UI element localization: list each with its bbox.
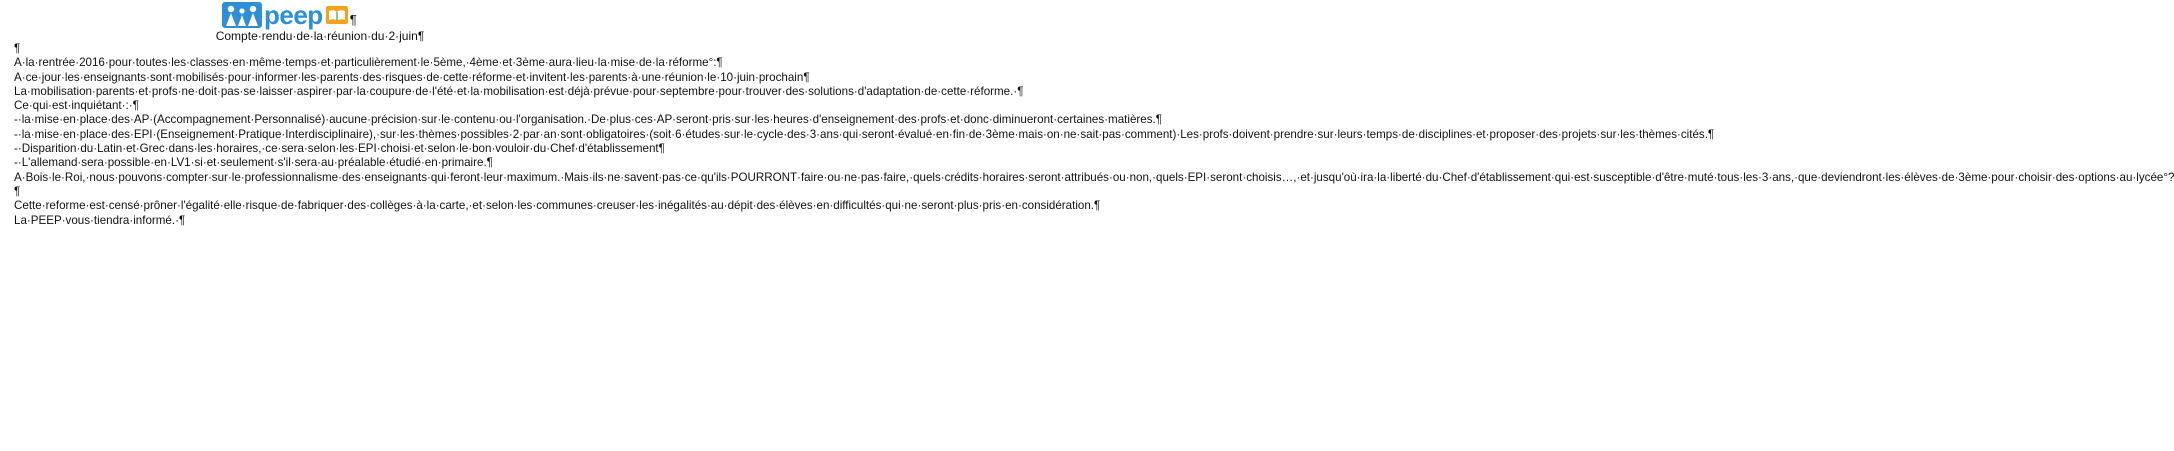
paragraph-empty: ¶ xyxy=(14,42,21,55)
paragraph-inquietant: Ce·qui·est·inquiétant·:·¶ xyxy=(14,99,139,113)
peep-logo xyxy=(222,1,372,29)
paragraph-epi: -·la·mise·en·place·des·EPI·(Enseignement·Pratique·Interdisciplinaire),·sur·les·thèmes·possibles·2·par·an·sont·obligatoires·(soit·6·études·sur·le·cycle·des·3·ans·qui·seront·évalué·en·fin·de·3ème·mais·on·ne·sait·pas·comment)·Les·profs·doivent·prendre·sur·leurs·temps·de·disciplines·et·proposer·des·projets·sur·les·thèmes·cités.¶ xyxy=(14,127,1715,141)
paragraph-rentree: A·la·rentrée·2016·pour·toutes·les·classes·en·même·temps·et·particulièrement·le·5ème,·4ème·et·3ème·aura·lieu·la·mise·de·la·réforme°:¶ xyxy=(14,56,723,70)
paragraph-ap: -·la·mise·en·place·des·AP·(Accompagnement·Personnalisé)·aucune·précision·sur·le·contenu·ou·l'organisation.·De·plus·ces·AP·seront·pris·sur·les·heures·d'enseignement·des·profs·et·donc·diminueront·certaines·matières.¶ xyxy=(14,113,1162,127)
paragraph-mobilisation: La·mobilisation·parents·et·profs·ne·doit·pas·se·laisser·aspirer·par·la·coupure·de·l'été·et·la·mobilisation·est·déjà·prévue·pour·septembre·pour·trouver·des·solutions·d'adaptation·de·cette·réforme.·¶ xyxy=(14,84,1024,98)
book-icon xyxy=(326,6,348,24)
logo-pilcrow: ¶ xyxy=(349,11,357,27)
paragraph-bois-le-roi: A·Bois·le·Roi,·nous·pouvons·compter·sur·le·professionnalisme·des·enseignants·qui·feront·leur·maximum.·Mais·ils·ne·savent·pas·ce·qu'ils·POURRONT·faire·ou·ne·pas·faire,·quels·crédits·horaires·seront·attribués·ou·non,·quels·EPI·seront·choisis…,·et·jusqu'où·ira·la·liberté·du·Chef·d'établissement·qui·est·susceptible·d'être·muté·tous·les·3·ans,·que·deviendront·les·élèves·de·3ème·pour·choisir·des·options·au·lycée°?¶ xyxy=(14,170,2174,198)
paragraph-reforme-egalite: Cette·reforme·est·censé·prôner·l'égalité·elle·risque·de·fabriquer·des·collèges·à·la·carte,·et·selon·les·communes·creuser·les·inégalités·au·dépit·des·élèves·en·difficultés·qui·ne·seront·plus·pris·en·considération.¶ xyxy=(14,199,1101,213)
paragraph-peep-informe: La·PEEP·vous·tiendra·informé.·¶ xyxy=(14,213,186,227)
paragraph-enseignants: A·ce·jour·les·enseignants·sont·mobilisés·pour·informer·les·parents·des·risques·de·cette·réforme·et·invitent·les·parents·à·une·réunion·le·10·juin·prochain¶ xyxy=(14,70,810,84)
paragraph-latin-grec: -·Disparition·du·Latin·et·Grec·dans·les·horaires,·ce·sera·selon·les·EPI·choisi·et·selon·le·bon·vouloir·du·Chef·d'établissement¶ xyxy=(14,142,665,156)
paragraph-allemand: -·L'allemand·sera·possible·en·LV1·si·et·seulement·s'il·sera·au·préalable·étudié·en·primaire.¶ xyxy=(14,156,493,170)
people-figures-icon xyxy=(222,2,262,28)
document-body xyxy=(14,42,2174,228)
logo-wordmark: peep xyxy=(264,0,323,30)
document-title: Compte·rendu·de·la·réunion·du·2·juin¶ xyxy=(215,29,425,43)
